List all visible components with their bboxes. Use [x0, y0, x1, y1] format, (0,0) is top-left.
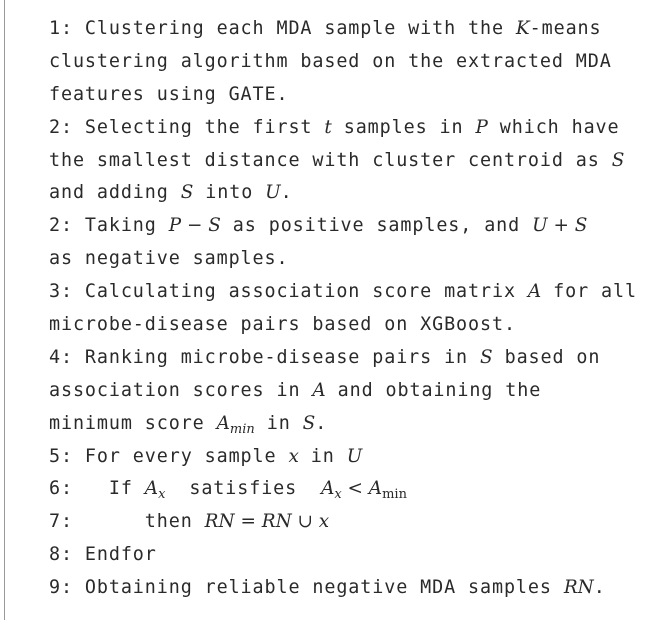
step-text: .: [315, 412, 328, 434]
math-symbol: A: [312, 379, 326, 401]
math-symbol: RN: [204, 511, 235, 533]
step-line: [49, 243, 637, 276]
step-text: into: [193, 182, 266, 204]
step-text: Calculating association score matrix: [84, 281, 528, 303]
step-line: [49, 572, 637, 605]
step-line: [49, 276, 637, 309]
step-text: clustering algorithm based on the extracted MDA: [49, 50, 612, 72]
math-symbol: S: [208, 215, 221, 237]
math-symbol: K: [515, 18, 530, 39]
step-text: Obtaining reliable negative MDA samples: [84, 577, 564, 599]
step-text: as positive samples, and: [220, 215, 533, 237]
math-symbol: U: [532, 215, 548, 237]
math-symbol: t: [324, 116, 332, 138]
math-symbol: S: [611, 149, 625, 171]
step-text: which have: [487, 116, 620, 138]
step-text: minimum score: [49, 412, 217, 434]
step-text: then: [84, 511, 205, 533]
step-text: Clustering each MDA sample with the: [84, 18, 516, 39]
step-text: features using GATE.: [49, 83, 289, 105]
step-number: 9:: [49, 577, 85, 599]
step-text: satisfies: [165, 478, 322, 500]
step-number: 8:: [49, 544, 85, 566]
step-text: the smallest distance with cluster centroid as: [49, 149, 612, 171]
step-text: association scores in: [49, 379, 313, 401]
math-symbol: A: [216, 412, 230, 434]
math-symbol: x: [288, 445, 299, 467]
step-text: -means: [529, 18, 602, 39]
step-line: [49, 13, 637, 46]
math-operator: ∪: [291, 511, 319, 533]
step-line: [49, 309, 637, 342]
step-line: [49, 46, 637, 79]
algorithm-listing: [49, 13, 637, 605]
step-line: [49, 375, 637, 408]
step-line: [49, 408, 637, 441]
math-operator: +: [547, 215, 575, 237]
math-symbol: U: [346, 445, 363, 467]
step-line: [49, 177, 637, 210]
step-line: [49, 145, 637, 178]
math-symbol: x: [318, 511, 330, 533]
step-text: Ranking microbe-disease pairs in: [84, 346, 481, 368]
math-symbol: P: [168, 215, 182, 237]
math-symbol: A: [368, 478, 383, 500]
step-text: If: [84, 478, 145, 500]
step-line: [49, 112, 637, 145]
math-symbol: P: [475, 116, 488, 138]
math-symbol: A: [321, 478, 335, 500]
step-text: samples in: [331, 116, 476, 138]
math-symbol: RN: [563, 577, 594, 599]
left-border: [4, 0, 5, 620]
step-text: as negative samples.: [49, 248, 289, 270]
step-text: in: [298, 445, 347, 467]
step-number: 2:: [49, 215, 85, 237]
step-number: 4:: [49, 346, 85, 368]
step-line: [49, 473, 637, 506]
math-symbol: S: [480, 346, 493, 368]
step-line: [49, 79, 637, 112]
math-symbol: RN: [261, 511, 292, 533]
step-line: [49, 210, 637, 243]
step-number: 2:: [49, 116, 85, 138]
math-symbol: A: [144, 478, 159, 500]
step-text: for all: [541, 281, 637, 303]
step-number: 3:: [49, 281, 85, 303]
step-number: 5:: [49, 445, 85, 467]
step-line: [49, 342, 637, 375]
step-text: microbe-disease pairs based on XGBoost.: [49, 314, 516, 336]
step-number: 6:: [49, 478, 85, 500]
step-text: .: [593, 577, 606, 599]
step-line: [49, 539, 637, 572]
step-text: in: [254, 412, 303, 434]
step-number: 7:: [49, 511, 85, 533]
math-symbol: min: [229, 421, 255, 437]
math-symbol: U: [265, 182, 281, 204]
math-operator: <: [341, 478, 369, 500]
math-symbol: S: [574, 215, 588, 237]
math-symbol: S: [180, 182, 194, 204]
step-text: Endfor: [84, 544, 157, 566]
math-symbol: S: [302, 412, 316, 434]
step-text: Taking: [84, 215, 169, 237]
step-number: 1:: [49, 18, 85, 39]
step-text: and adding: [49, 182, 181, 204]
math-operator: min: [382, 487, 407, 503]
step-line: [49, 441, 637, 474]
step-text: For every sample: [84, 445, 289, 467]
math-symbol: x: [158, 487, 166, 503]
math-symbol: A: [527, 281, 542, 303]
step-text: Selecting the first: [84, 116, 325, 138]
math-operator: −: [181, 215, 209, 237]
math-symbol: x: [334, 487, 342, 503]
step-text: and obtaining the: [325, 379, 542, 401]
step-text: based on: [492, 346, 601, 368]
math-operator: =: [234, 511, 262, 533]
step-line: [49, 506, 637, 539]
step-text: .: [280, 182, 293, 204]
